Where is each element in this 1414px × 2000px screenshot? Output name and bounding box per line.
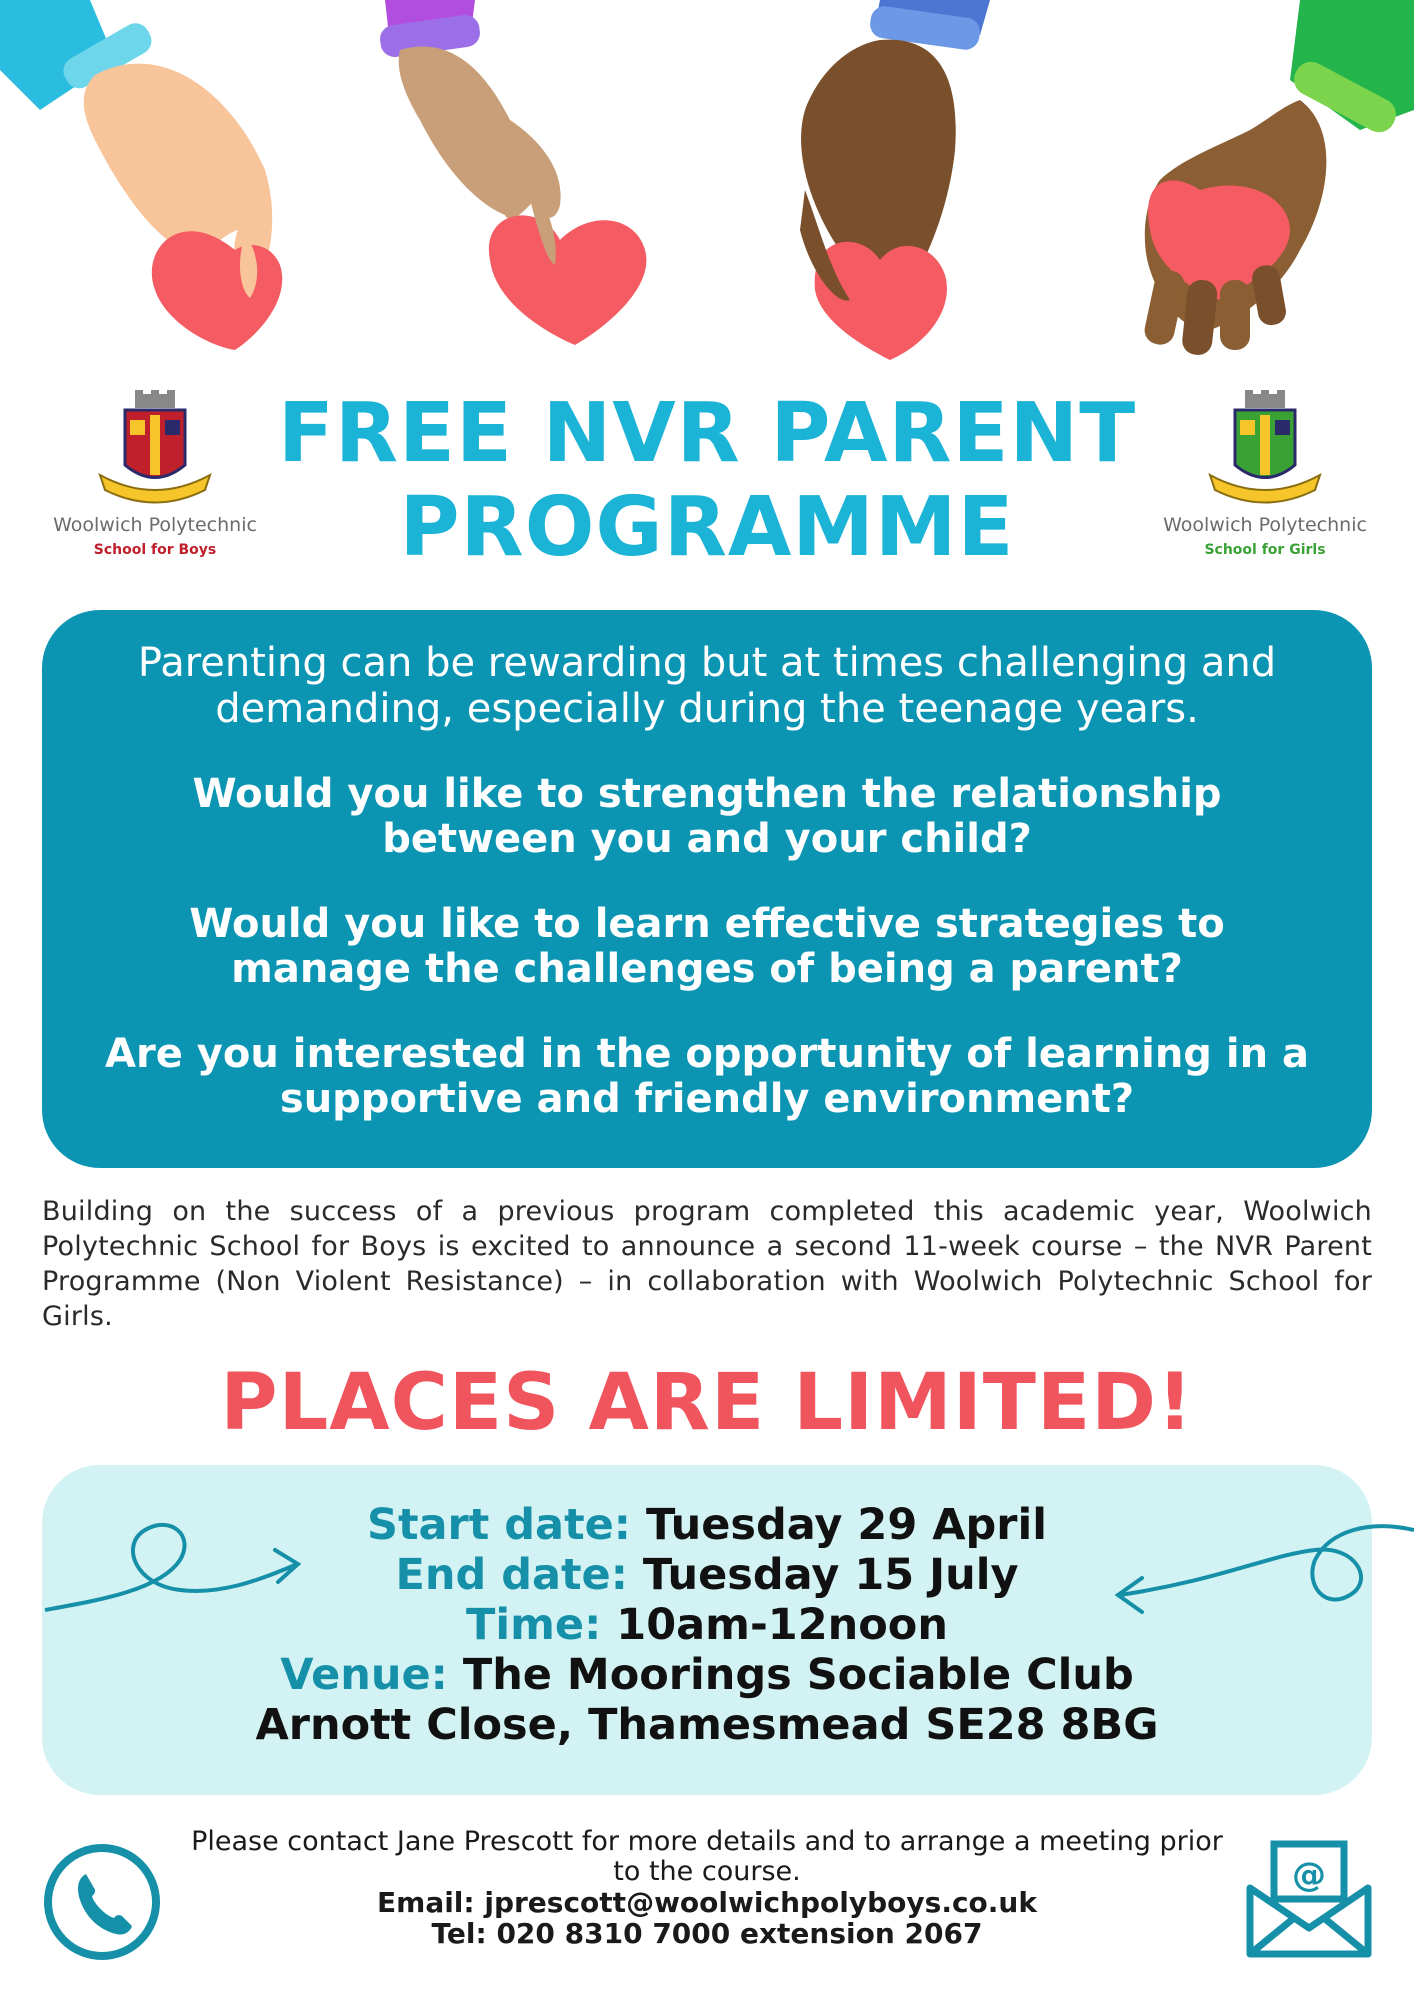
- school-crest-icon: [90, 390, 220, 510]
- hand-heart-4: [1142, 0, 1414, 356]
- school-logo-girls: [1150, 390, 1380, 558]
- contact-email[interactable]: Email: jprescott@woolwichpolyboys.co.uk: [377, 1886, 1037, 1919]
- hand-heart-1: [0, 0, 282, 350]
- start-date-label: Start date:: [367, 1500, 631, 1550]
- question-2: Would you like to learn effective strategies to manage the challenges of being a parent?: [189, 901, 1225, 992]
- school-subtitle: School for Boys: [93, 542, 217, 558]
- school-name: Woolwich Polytechnic: [1163, 514, 1367, 536]
- venue-row: [180, 1650, 1234, 1700]
- school-crest-icon: [1200, 390, 1330, 510]
- title-line-2: PROGRAMME: [399, 480, 1015, 575]
- question-3: Are you interested in the opportunity of learning in a supportive and friendly environment?: [105, 1031, 1309, 1122]
- end-date-value: Tuesday 15 July: [642, 1550, 1019, 1600]
- venue-address: Arnott Close, Thamesmead SE28 8BG: [255, 1700, 1159, 1750]
- phone-icon: [42, 1842, 162, 1962]
- places-limited-heading: PLACES ARE LIMITED!: [220, 1358, 1194, 1448]
- venue-value: The Moorings Sociable Club: [462, 1650, 1134, 1700]
- start-date-row: [180, 1500, 1234, 1550]
- end-date-row: [180, 1550, 1234, 1600]
- email-icon: [1244, 1838, 1374, 1960]
- svg-text:@: @: [1292, 1855, 1326, 1895]
- venue-label: Venue:: [280, 1650, 448, 1700]
- hands-with-hearts-illustration: [0, 0, 1414, 380]
- end-date-label: End date:: [395, 1550, 628, 1600]
- intro-text: Parenting can be rewarding but at times challenging and demanding, especially during the teenage years.: [137, 640, 1277, 732]
- course-details: [180, 1500, 1234, 1750]
- description-paragraph: Building on the success of a previous program completed this academic year, Woolwich Polytechnic School for Boys is excited to announce a second 11-week course – the NVR Parent Programme (Non Violent Resistance) – in collaboration with Woolwich Polytechnic School for Girls.: [42, 1196, 1372, 1332]
- time-row: [180, 1600, 1234, 1650]
- school-name: Woolwich Polytechnic: [53, 514, 257, 536]
- school-logo-boys: [40, 390, 270, 558]
- time-value: 10am-12noon: [616, 1600, 948, 1650]
- hand-heart-2: [378, 0, 646, 345]
- start-date-value: Tuesday 29 April: [645, 1500, 1047, 1550]
- contact-text: Please contact Jane Prescott for more details and to arrange a meeting prior to the course.: [191, 1826, 1223, 1887]
- contact-section: [190, 1827, 1224, 1949]
- contact-phone[interactable]: Tel: 020 8310 7000 extension 2067: [431, 1917, 983, 1950]
- intro-box: [42, 610, 1372, 1168]
- time-label: Time:: [466, 1600, 602, 1650]
- page-title: [250, 387, 1164, 575]
- question-1: Would you like to strengthen the relationship between you and your child?: [192, 771, 1222, 862]
- school-subtitle: School for Girls: [1204, 542, 1326, 558]
- title-line-1: FREE NVR PARENT: [277, 386, 1137, 481]
- hand-heart-3: [800, 0, 990, 360]
